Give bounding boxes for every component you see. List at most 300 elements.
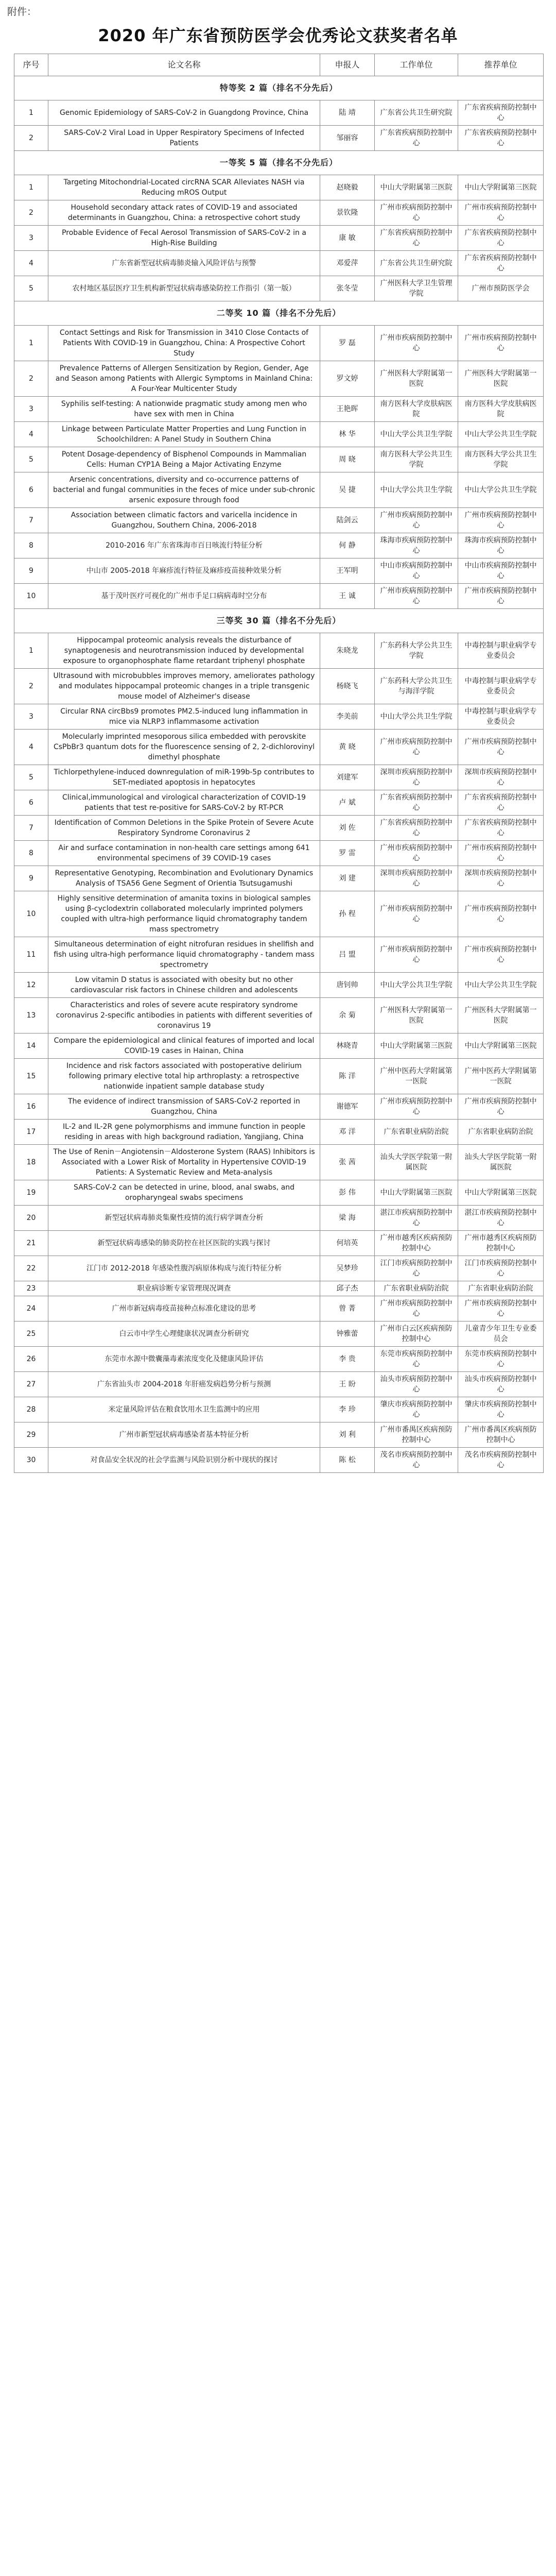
row-index: 5 [14,447,48,472]
work-unit: 茂名市疾病预防控制中心 [375,1448,458,1473]
work-unit: 广东药科大学公共卫生学院 [375,633,458,669]
recommending-unit: 中毒控制与职业病学专业委员会 [458,669,544,704]
header-index: 序号 [14,54,48,76]
paper-title: Contact Settings and Risk for Transmission in 3410 Close Contacts of Patients With COVID-19 in Guangzhou, China: A Prospective Cohort Study [48,326,320,361]
row-index: 2 [14,200,48,226]
paper-title: 中山市 2005-2018 年麻疹流行特征及麻疹疫苗接种效果分析 [48,558,320,584]
paper-title: Household secondary attack rates of COVID-19 and associated determinants in Guangzhou, China: a retrospective cohort study [48,200,320,226]
paper-title: 农村地区基层医疗卫生机构新型冠状病毒感染防控工作指引（第一版） [48,276,320,301]
paper-title: Linkage between Particulate Matter Properties and Lung Function in Schoolchildren: A Panel Study in Southern China [48,422,320,447]
work-unit: 深圳市疾病预防控制中心 [375,765,458,790]
work-unit: 中山大学公共卫生学院 [375,704,458,730]
table-row [14,226,544,251]
work-unit: 广州市疾病预防控制中心 [375,584,458,609]
work-unit: 中山大学公共卫生学院 [375,422,458,447]
row-index: 11 [14,937,48,973]
recommending-unit: 广州市疾病预防控制中心 [458,508,544,533]
row-index: 21 [14,1231,48,1256]
table-row [14,816,544,841]
recommending-unit: 茂名市疾病预防控制中心 [458,1448,544,1473]
attachment-label: 附件： [7,6,37,18]
table-row [14,1231,544,1256]
recommending-unit: 中山大学公共卫生学院 [458,973,544,998]
work-unit: 南方医科大学公共卫生学院 [375,447,458,472]
paper-title: Circular RNA circBbs9 promotes PM2.5-induced lung inflammation in mice via NLRP3 inflammasome activation [48,704,320,730]
row-index: 28 [14,1397,48,1422]
paper-title: SARS-CoV-2 can be detected in urine, blood, anal swabs, and oropharyngeal swabs specimens [48,1180,320,1206]
applicant-name: 景钦隆 [320,200,375,226]
paper-title: Molecularly imprinted mesoporous silica embedded with perovskite CsPbBr3 quantum dots for the fluorescence sensing of 2, 2-dichlorovinyl dimethyl phosphate [48,730,320,765]
table-row [14,704,544,730]
work-unit: 广州市疾病预防控制中心 [375,1094,458,1120]
row-index: 18 [14,1145,48,1180]
work-unit: 广州市疾病预防控制中心 [375,937,458,973]
paper-title: 白云市中学生心理健康状况调查分析研究 [48,1321,320,1347]
table-row [14,1372,544,1397]
work-unit: 广州市疾病预防控制中心 [375,891,458,937]
paper-title: Tichlorpethylene-induced downregulation of miR-199b-5p contributes to SET-mediated apoptosis in hepatocytes [48,765,320,790]
row-index: 20 [14,1206,48,1231]
row-index: 30 [14,1448,48,1473]
applicant-name: 吴 捷 [320,472,375,508]
work-unit: 广州市白云区疾病预防控制中心 [375,1321,458,1347]
applicant-name: 陆 靖 [320,100,375,126]
row-index: 7 [14,816,48,841]
recommending-unit: 广州市疾病预防控制中心 [458,584,544,609]
applicant-name: 陈 洋 [320,1059,375,1094]
applicant-name: 罗 雷 [320,841,375,866]
applicant-name: 刘 利 [320,1422,375,1448]
applicant-name: 邓爱萍 [320,251,375,276]
row-index: 4 [14,730,48,765]
recommending-unit: 广州市疾病预防控制中心 [458,326,544,361]
applicant-name: 罗文婷 [320,361,375,397]
recommending-unit: 广州市越秀区疾病预防控制中心 [458,1231,544,1256]
recommending-unit: 湛江市疾病预防控制中心 [458,1206,544,1231]
recommending-unit: 广东省疾病预防控制中心 [458,100,544,126]
row-index: 9 [14,866,48,891]
table-row [14,866,544,891]
row-index: 15 [14,1059,48,1094]
table-row [14,1296,544,1321]
recommending-unit: 广州市疾病预防控制中心 [458,730,544,765]
recommending-unit: 广州市疾病预防控制中心 [458,937,544,973]
applicant-name: 刘建军 [320,765,375,790]
row-index: 23 [14,1281,48,1296]
applicant-name: 刘 佐 [320,816,375,841]
paper-title: 江门市 2012-2018 年感染性腹泻病原体构成与流行特征分析 [48,1256,320,1281]
applicant-name: 李 珍 [320,1397,375,1422]
applicant-name: 邹丽容 [320,126,375,151]
applicant-name: 朱晓龙 [320,633,375,669]
table-row [14,1033,544,1059]
recommending-unit: 南方医科大学公共卫生学院 [458,447,544,472]
row-index: 9 [14,558,48,584]
work-unit: 广东省公共卫生研究院 [375,100,458,126]
paper-title: The evidence of indirect transmission of SARS-CoV-2 reported in Guangzhou, China [48,1094,320,1120]
row-index: 3 [14,704,48,730]
recommending-unit: 广州市疾病预防控制中心 [458,891,544,937]
applicant-name: 康 敏 [320,226,375,251]
work-unit: 中山大学附属第三医院 [375,1180,458,1206]
applicant-name: 王 诚 [320,584,375,609]
header-paper-title: 论文名称 [48,54,320,76]
table-row [14,633,544,669]
paper-title: 基于茂叶医疗可视化的广州市手足口病病毒时空分布 [48,584,320,609]
table-row [14,1145,544,1180]
row-index: 27 [14,1372,48,1397]
table-row [14,251,544,276]
work-unit: 东莞市疾病预防控制中心 [375,1347,458,1372]
paper-title: Ultrasound with microbubbles improves memory, ameliorates pathology and modulates hippocampal proteomic changes in a triple transgenic mouse model of Alzheimer's disease [48,669,320,704]
paper-title: Arsenic concentrations, diversity and co-occurrence patterns of bacterial and fungal communities in the feces of mice under sub-chronic arsenic exposure through food [48,472,320,508]
award-group-row [14,151,544,175]
work-unit: 珠海市疾病预防控制中心 [375,533,458,558]
recommending-unit: 广东省疾病预防控制中心 [458,790,544,816]
work-unit: 中山大学公共卫生学院 [375,472,458,508]
award-group-label: 二等奖 10 篇（排名不分先后） [14,301,544,326]
work-unit: 湛江市疾病预防控制中心 [375,1206,458,1231]
work-unit: 广东省职业病防治院 [375,1281,458,1296]
work-unit: 广东省职业病防治院 [375,1120,458,1145]
award-group-row [14,609,544,633]
row-index: 2 [14,126,48,151]
table-row [14,472,544,508]
paper-title: Compare the epidemiological and clinical features of imported and local COVID-19 cases in Hainan, China [48,1033,320,1059]
recommending-unit: 儿童青少年卫生专业委员会 [458,1321,544,1347]
work-unit: 中山大学附属第三医院 [375,175,458,200]
table-row [14,998,544,1033]
work-unit: 江门市疾病预防控制中心 [375,1256,458,1281]
recommending-unit: 汕头市疾病预防控制中心 [458,1372,544,1397]
table-row [14,973,544,998]
table-row [14,175,544,200]
applicant-name: 林晓青 [320,1033,375,1059]
row-index: 13 [14,998,48,1033]
work-unit: 中山市疾病预防控制中心 [375,558,458,584]
paper-title: Incidence and risk factors associated with postoperative delirium following primary elective total hip arthroplasty: a retrospective nationwide inpatient sample database study [48,1059,320,1094]
applicant-name: 吕 盟 [320,937,375,973]
applicant-name: 卢 斌 [320,790,375,816]
table-row [14,422,544,447]
award-group-label: 特等奖 2 篇（排名不分先后） [14,76,544,100]
award-table-body [14,76,544,1473]
table-row [14,276,544,301]
applicant-name: 唐钊帅 [320,973,375,998]
table-row [14,891,544,937]
recommending-unit: 广州市疾病预防控制中心 [458,1094,544,1120]
row-index: 29 [14,1422,48,1448]
applicant-name: 何培英 [320,1231,375,1256]
applicant-name: 钟雅蕾 [320,1321,375,1347]
applicant-name: 李 贵 [320,1347,375,1372]
work-unit: 广东省疾病预防控制中心 [375,126,458,151]
applicant-name: 吴梦珍 [320,1256,375,1281]
table-row [14,326,544,361]
recommending-unit: 广东省疾病预防控制中心 [458,251,544,276]
row-index: 1 [14,633,48,669]
work-unit: 广东省疾病预防控制中心 [375,226,458,251]
row-index: 14 [14,1033,48,1059]
applicant-name: 赵晓毅 [320,175,375,200]
applicant-name: 王 盼 [320,1372,375,1397]
table-row [14,1206,544,1231]
table-row [14,126,544,151]
row-index: 26 [14,1347,48,1372]
table-row [14,100,544,126]
work-unit: 广州市番禺区疾病预防控制中心 [375,1422,458,1448]
paper-title: 东莞市水源中微囊藻毒素浓度变化及健康风险评估 [48,1347,320,1372]
paper-title: Genomic Epidemiology of SARS-CoV-2 in Guangdong Province, China [48,100,320,126]
work-unit: 广州市疾病预防控制中心 [375,730,458,765]
recommending-unit: 江门市疾病预防控制中心 [458,1256,544,1281]
row-index: 2 [14,669,48,704]
recommending-unit: 广州市疾病预防控制中心 [458,1296,544,1321]
table-row [14,361,544,397]
header-work-unit: 工作单位 [375,54,458,76]
work-unit: 中山大学公共卫生学院 [375,973,458,998]
table-row [14,1448,544,1473]
work-unit: 汕头大学医学院第一附属医院 [375,1145,458,1180]
work-unit: 广东药科大学公共卫生与海洋学院 [375,669,458,704]
paper-title: Clinical,immunological and virological characterization of COVID-19 patients that test re-positive for SARS-CoV-2 by RT-PCR [48,790,320,816]
paper-title: IL-2 and IL-2R gene polymorphisms and immune function in people residing in areas with high background radiation, Yangjiang, China [48,1120,320,1145]
paper-title: Association between climatic factors and varicella incidence in Guangzhou, Southern China, 2006-2018 [48,508,320,533]
recommending-unit: 广州中医药大学附属第一医院 [458,1059,544,1094]
table-row [14,1256,544,1281]
paper-title: Air and surface contamination in non-health care settings among 641 environmental specimens of 39 COVID-19 cases [48,841,320,866]
paper-title: Low vitamin D status is associated with obesity but no other cardiovascular risk factors in Chinese children and adolescents [48,973,320,998]
recommending-unit: 东莞市疾病预防控制中心 [458,1347,544,1372]
recommending-unit: 广东省职业病防治院 [458,1120,544,1145]
applicant-name: 陆剑云 [320,508,375,533]
work-unit: 广州医科大学附属第一医院 [375,998,458,1033]
table-row [14,1321,544,1347]
applicant-name: 王艳晖 [320,397,375,422]
award-table [14,54,544,1473]
applicant-name: 孙 程 [320,891,375,937]
recommending-unit: 中山大学公共卫生学院 [458,422,544,447]
applicant-name: 曾 菁 [320,1296,375,1321]
work-unit: 汕头市疾病预防控制中心 [375,1372,458,1397]
work-unit: 广州市疾病预防控制中心 [375,841,458,866]
recommending-unit: 广州市疾病预防控制中心 [458,841,544,866]
paper-title: Representative Genotyping, Recombination and Evolutionary Dynamics Analysis of TSA56 Gene Segment of Orientia Tsutsugamushi [48,866,320,891]
row-index: 5 [14,276,48,301]
table-row [14,841,544,866]
work-unit: 广州市疾病预防控制中心 [375,326,458,361]
recommending-unit: 中山大学附属第三医院 [458,175,544,200]
work-unit: 广东省疾病预防控制中心 [375,816,458,841]
row-index: 7 [14,508,48,533]
work-unit: 广州市疾病预防控制中心 [375,508,458,533]
row-index: 12 [14,973,48,998]
paper-title: Probable Evidence of Fecal Aerosol Transmission of SARS-CoV-2 in a High-Rise Building [48,226,320,251]
row-index: 2 [14,361,48,397]
table-header-row [14,54,544,76]
row-index: 6 [14,790,48,816]
work-unit: 广东省疾病预防控制中心 [375,790,458,816]
row-index: 3 [14,226,48,251]
paper-title: 米定量风险评估在粮食饮用水卫生监测中的应用 [48,1397,320,1422]
table-row [14,1180,544,1206]
recommending-unit: 汕头大学医学院第一附属医院 [458,1145,544,1180]
recommending-unit: 广州市番禺区疾病预防控制中心 [458,1422,544,1448]
table-row [14,1120,544,1145]
recommending-unit: 中毒控制与职业病学专业委员会 [458,633,544,669]
table-row [14,937,544,973]
table-row [14,1281,544,1296]
applicant-name: 陈 松 [320,1448,375,1473]
paper-title: SARS-CoV-2 Viral Load in Upper Respiratory Specimens of Infected Patients [48,126,320,151]
recommending-unit: 中山大学公共卫生学院 [458,472,544,508]
award-group-row [14,301,544,326]
applicant-name: 张冬莹 [320,276,375,301]
work-unit: 广州市越秀区疾病预防控制中心 [375,1231,458,1256]
table-row [14,533,544,558]
table-row [14,397,544,422]
applicant-name: 杨晓飞 [320,669,375,704]
row-index: 1 [14,175,48,200]
document-title: 2020 年广东省预防医学会优秀论文获奖者名单 [98,26,458,45]
recommending-unit: 中山大学附属第三医院 [458,1033,544,1059]
work-unit: 广州医科大学卫生管理学院 [375,276,458,301]
paper-title: 广东省汕头市 2004-2018 年肝癌发病趋势分析与预测 [48,1372,320,1397]
applicant-name: 谢德军 [320,1094,375,1120]
table-row [14,730,544,765]
recommending-unit: 广东省疾病预防控制中心 [458,816,544,841]
row-index: 4 [14,422,48,447]
applicant-name: 周 晓 [320,447,375,472]
applicant-name: 彭 伟 [320,1180,375,1206]
paper-title: Characteristics and roles of severe acute respiratory syndrome coronavirus 2-specific antibodies in patients with different severities of coronavirus 19 [48,998,320,1033]
table-row [14,584,544,609]
paper-title: Identification of Common Deletions in the Spike Protein of Severe Acute Respiratory Syndrome Coronavirus 2 [48,816,320,841]
recommending-unit: 广东省职业病防治院 [458,1281,544,1296]
recommending-unit: 广东省疾病预防控制中心 [458,226,544,251]
row-index: 22 [14,1256,48,1281]
work-unit: 肇庆市疾病预防控制中心 [375,1397,458,1422]
row-index: 8 [14,533,48,558]
row-index: 10 [14,891,48,937]
row-index: 19 [14,1180,48,1206]
recommending-unit: 广州市预防医学会 [458,276,544,301]
paper-title: 新型冠状病毒感染的肺炎防控在社区医院的实践与探讨 [48,1231,320,1256]
paper-title: 2010-2016 年广东省珠海市百日咳流行特征分析 [48,533,320,558]
paper-title: Syphilis self-testing: A nationwide pragmatic study among men who have sex with men in China [48,397,320,422]
paper-title: Hippocampal proteomic analysis reveals the disturbance of synaptogenesis and neurotransmission induced by developmental exposure to organophosphate flame retardant triphenyl phosphate [48,633,320,669]
paper-title: Simultaneous determination of eight nitrofuran residues in shellfish and fish using ultra-high performance liquid chromatography - tandem mass spectrometry [48,937,320,973]
paper-title: Potent Dosage-dependency of Bisphenol Compounds in Mammalian Cells: Human CYP1A Being a Major Activating Enzyme [48,447,320,472]
recommending-unit: 中山大学附属第三医院 [458,1180,544,1206]
applicant-name: 林 华 [320,422,375,447]
paper-title: 新型冠状病毒肺炎集聚性疫情的流行病学调查分析 [48,1206,320,1231]
applicant-name: 梁 海 [320,1206,375,1231]
table-row [14,508,544,533]
paper-title: Targeting Mitochondrial-Located circRNA SCAR Alleviates NASH via Reducing mROS Output [48,175,320,200]
row-index: 16 [14,1094,48,1120]
table-row [14,1422,544,1448]
recommending-unit: 肇庆市疾病预防控制中心 [458,1397,544,1422]
recommending-unit: 深圳市疾病预防控制中心 [458,866,544,891]
paper-title: The Use of Renin－Angiotensin－Aldosterone System (RAAS) Inhibitors is Associated with a Lower Risk of Mortality in Hypertensive COVID-19 Patients: A Systematic Review and Meta-analysis [48,1145,320,1180]
applicant-name: 邓 洋 [320,1120,375,1145]
table-row [14,447,544,472]
row-index: 8 [14,841,48,866]
work-unit: 深圳市疾病预防控制中心 [375,866,458,891]
applicant-name: 邱子杰 [320,1281,375,1296]
applicant-name: 余 菊 [320,998,375,1033]
recommending-unit: 广州医科大学附属第一医院 [458,998,544,1033]
row-index: 17 [14,1120,48,1145]
table-row [14,558,544,584]
header-applicant: 申报人 [320,54,375,76]
row-index: 24 [14,1296,48,1321]
applicant-name: 罗 磊 [320,326,375,361]
award-group-label: 三等奖 30 篇（排名不分先后） [14,609,544,633]
applicant-name: 黄 晓 [320,730,375,765]
recommending-unit: 广东省疾病预防控制中心 [458,126,544,151]
table-row [14,1347,544,1372]
paper-title: 广州市新冠病毒疫苗接种点标准化建设的思考 [48,1296,320,1321]
award-group-label: 一等奖 5 篇（排名不分先后） [14,151,544,175]
award-group-row [14,76,544,100]
paper-title: 广东省新型冠状病毒肺炎输入风险评估与预警 [48,251,320,276]
applicant-name: 何 静 [320,533,375,558]
recommending-unit: 中山市疾病预防控制中心 [458,558,544,584]
recommending-unit: 深圳市疾病预防控制中心 [458,765,544,790]
table-row [14,790,544,816]
recommending-unit: 中毒控制与职业病学专业委员会 [458,704,544,730]
work-unit: 广州市疾病预防控制中心 [375,200,458,226]
recommending-unit: 广州市疾病预防控制中心 [458,200,544,226]
row-index: 25 [14,1321,48,1347]
paper-title: Prevalence Patterns of Allergen Sensitization by Region, Gender, Age and Season among Patients with Allergic Symptoms in Mainland China: A Four-Year Multicenter Study [48,361,320,397]
work-unit: 广州市疾病预防控制中心 [375,1296,458,1321]
header-recommending-unit: 推荐单位 [458,54,544,76]
row-index: 4 [14,251,48,276]
table-row [14,1094,544,1120]
row-index: 1 [14,326,48,361]
recommending-unit: 南方医科大学皮肤病医院 [458,397,544,422]
work-unit: 南方医科大学皮肤病医院 [375,397,458,422]
row-index: 3 [14,397,48,422]
applicant-name: 张 茜 [320,1145,375,1180]
applicant-name: 王军明 [320,558,375,584]
table-row [14,765,544,790]
table-row [14,1059,544,1094]
row-index: 1 [14,100,48,126]
table-row [14,669,544,704]
paper-title: Highly sensitive determination of amanita toxins in biological samples using β-cyclodextrin collaborated molecularly imprinted polymers coupled with ultra-high performance liquid chromatography tandem mass spectrometry [48,891,320,937]
applicant-name: 刘 建 [320,866,375,891]
table-row [14,1397,544,1422]
row-index: 10 [14,584,48,609]
row-index: 6 [14,472,48,508]
work-unit: 广州中医药大学附属第一医院 [375,1059,458,1094]
recommending-unit: 珠海市疾病预防控制中心 [458,533,544,558]
paper-title: 对食品安全状况的社会学监测与风险识别分析中现状的探讨 [48,1448,320,1473]
work-unit: 中山大学附属第三医院 [375,1033,458,1059]
work-unit: 广州医科大学附属第一医院 [375,361,458,397]
paper-title: 职业病诊断专家管理现况调查 [48,1281,320,1296]
applicant-name: 李美前 [320,704,375,730]
paper-title: 广州市新型冠状病毒感染者基本特征分析 [48,1422,320,1448]
table-row [14,200,544,226]
work-unit: 广东省公共卫生研究院 [375,251,458,276]
row-index: 5 [14,765,48,790]
recommending-unit: 广州医科大学附属第一医院 [458,361,544,397]
